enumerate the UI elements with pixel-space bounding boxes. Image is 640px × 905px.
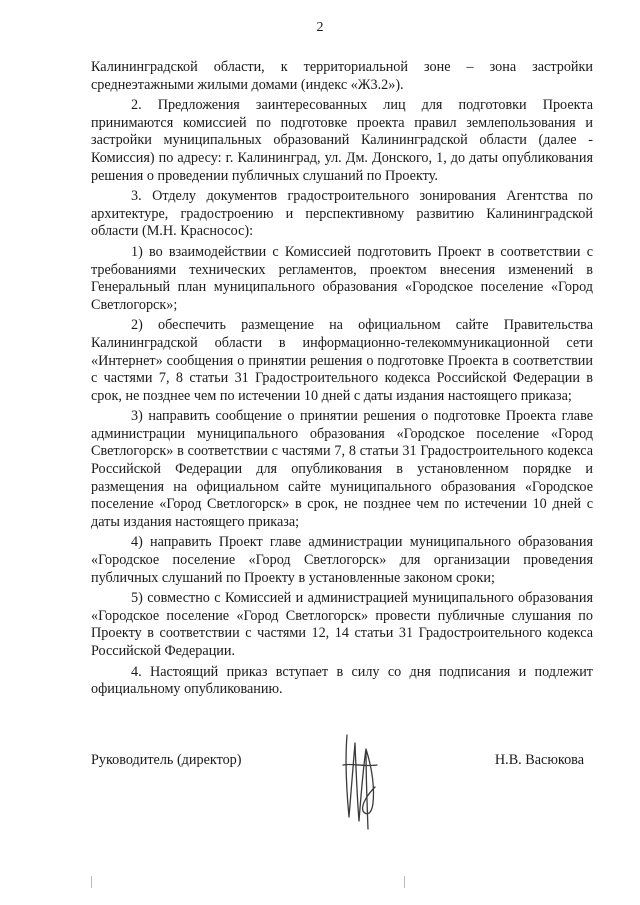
bottom-margin-mark [91,876,92,888]
subitem-2: 2) обеспечить размещение на официальном сайте Правительства Калининградской области в информационно-телекоммуникационной сети «Интернет» сообщения о принятии решения о подготовке Проекта в соответствии с частями 7, 8 статьи 31 Градостроительного кодекса Российской Федерации в срок, не позднее чем по истечении 10 дней с даты издания настоящего приказа; [91,317,593,404]
subitem-5: 5) совместно с Комиссией и администрацией муниципального образования «Городское поселение «Город Светлогорск» провести публичные слушания по Проекту в соответствии с частями 12, 14 статьи 31 Градостроительного кодекса Российской Федерации. [91,590,593,659]
paragraph-continuation: Калининградской области, к территориальной зоне – зона застройки среднеэтажными жилыми домами (индекс «Ж3.2»). [91,59,593,93]
subitem-4: 4) направить Проект главе администрации муниципального образования «Городское поселение «Город Светлогорск» для организации проведения публичных слушаний по Проекту в установленные законом сроки; [91,534,593,586]
subitem-1: 1) во взаимодействии с Комиссией подготовить Проект в соответствии с требованиями технических регламентов, проектом внесения изменений в Генеральный план муниципального образования «Городское поселение «Город Светлогорск»; [91,243,593,313]
document-body [91,59,593,702]
paragraph-item-2: 2. Предложения заинтересованных лиц для подготовки Проекта принимаются комиссией по подготовке проекта правил землепользования и застройки муниципальных образований Калининградской области (далее - Комиссия) по адресу: г. Калининград, ул. Дм. Донского, 1, до даты опубликования решения о проведении публичных слушаний по Проекту. [91,97,593,184]
signatory-name: Н.В. Васюкова [494,752,584,768]
bottom-margin-mark [404,876,405,888]
subitem-3: 3) направить сообщение о принятии решения о подготовке Проекта главе администрации муниципального образования «Городское поселение «Город Светлогорск» в соответствии с частями 7, 8 статьи 31 Градостроительного кодекса Российской Федерации для опубликования в установленном порядке и размещения на официальном сайте муниципального образования «Городское поселение «Город Светлогорск» в срок, не позднее чем по истечении 10 дней с даты издания настоящего приказа; [91,408,593,530]
paragraph-item-3: 3. Отделу документов градостроительного зонирования Агентства по архитектуре, градостроению и перспективному развитию Калининградской области (М.Н. Красносос): [91,188,593,240]
signatory-title: Руководитель (директор) [91,752,242,768]
paragraph-item-4: 4. Настоящий приказ вступает в силу со дня подписания и подлежит официальному опубликованию. [91,663,593,698]
handwritten-signature [333,725,393,835]
page-number: 2 [316,20,324,35]
